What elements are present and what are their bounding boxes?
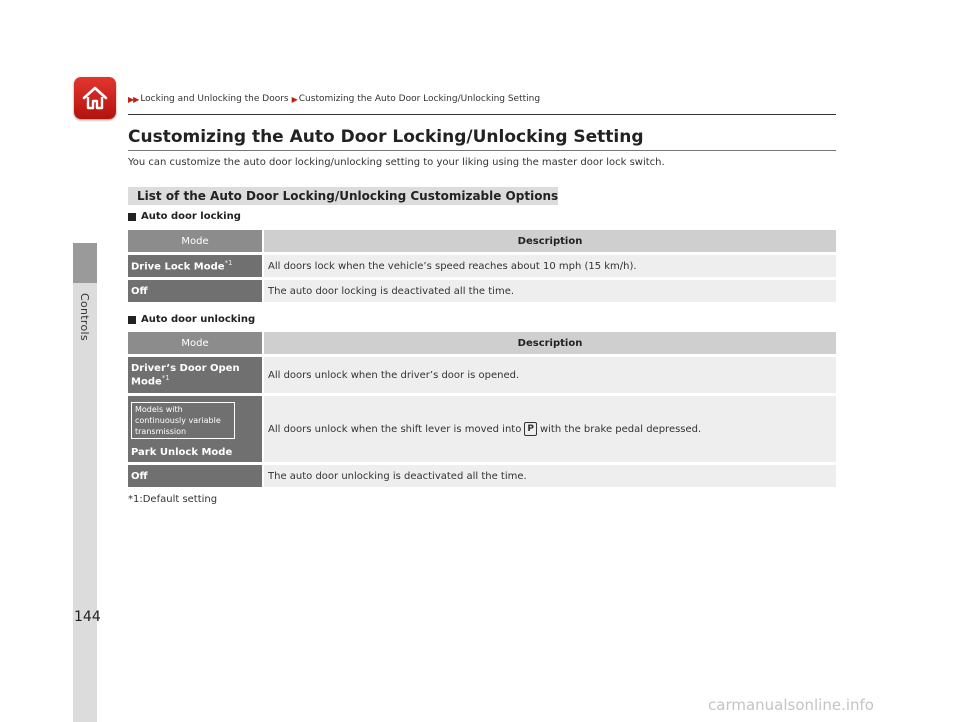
mode-label: Park Unlock Mode <box>131 447 233 458</box>
chapter-label: Controls <box>78 293 91 341</box>
unlocking-heading <box>128 314 255 325</box>
home-button[interactable] <box>74 77 116 119</box>
locking-table <box>128 230 836 305</box>
description-cell: The auto door unlocking is deactivated all the time. <box>264 465 836 487</box>
bullet-square-icon <box>128 213 136 221</box>
models-note: Models with continuously variable transmission <box>131 402 235 439</box>
table-header-row <box>128 332 836 354</box>
mode-cell <box>128 280 262 302</box>
watermark: carmanualsonline.info <box>708 696 874 714</box>
locking-heading-text: Auto door locking <box>141 211 241 222</box>
table-row <box>128 396 836 462</box>
mode-label: Off <box>131 470 148 482</box>
description-text-before: All doors unlock when the shift lever is moved into <box>268 423 522 435</box>
description-cell: All doors lock when the vehicle’s speed reaches about 10 mph (15 km/h). <box>264 255 836 277</box>
mode-cell <box>128 255 262 277</box>
section-heading <box>128 187 558 205</box>
table-row <box>128 280 836 302</box>
mode-cell <box>128 357 262 393</box>
footnote: *1:Default setting <box>128 494 218 505</box>
description-text-after: with the brake pedal depressed. <box>539 423 702 435</box>
header-mode: Mode <box>128 332 262 354</box>
table-header-row <box>128 230 836 252</box>
mode-label-line1: Driver’s Door Open <box>131 362 240 374</box>
table-row <box>128 357 836 393</box>
unlocking-table <box>128 332 836 490</box>
description-cell: All doors unlock when the driver’s door is opened. <box>264 357 836 393</box>
mode-cell <box>128 396 262 462</box>
description-cell <box>264 396 836 462</box>
description-cell: The auto door locking is deactivated all the time. <box>264 280 836 302</box>
breadcrumb-arrow-icon: ▶▶ <box>128 94 139 104</box>
table-row <box>128 255 836 277</box>
breadcrumb <box>128 94 540 104</box>
section-title: List of the Auto Door Locking/Unlocking Customizable Options <box>137 189 559 203</box>
breadcrumb-current: Customizing the Auto Door Locking/Unlocking Setting <box>298 94 541 104</box>
mode-label: Drive Lock Mode <box>131 261 225 273</box>
intro-text: You can customize the auto door locking/unlocking setting to your liking using the master door lock switch. <box>128 157 665 168</box>
table-row <box>128 465 836 487</box>
home-icon <box>81 85 109 111</box>
park-key-icon: P <box>524 422 537 436</box>
locking-heading <box>128 211 241 222</box>
title-rule <box>128 150 836 151</box>
mode-label: Off <box>131 285 148 297</box>
breadcrumb-arrow-icon: ▶ <box>291 94 297 104</box>
unlocking-heading-text: Auto door unlocking <box>141 314 256 325</box>
header-description: Description <box>264 230 836 252</box>
footnote-marker: *1 <box>161 373 170 382</box>
chapter-tab-marker <box>73 243 97 283</box>
footnote-marker: *1 <box>224 259 233 268</box>
mode-label-line2: Mode <box>131 376 162 388</box>
header-mode: Mode <box>128 230 262 252</box>
header-description: Description <box>264 332 836 354</box>
page-title: Customizing the Auto Door Locking/Unlocking Setting <box>128 127 644 147</box>
breadcrumb-parent-link[interactable]: Locking and Unlocking the Doors <box>140 94 289 104</box>
mode-cell <box>128 465 262 487</box>
header-rule <box>128 114 836 115</box>
page-number: 144 <box>74 609 101 625</box>
bullet-square-icon <box>128 316 136 324</box>
